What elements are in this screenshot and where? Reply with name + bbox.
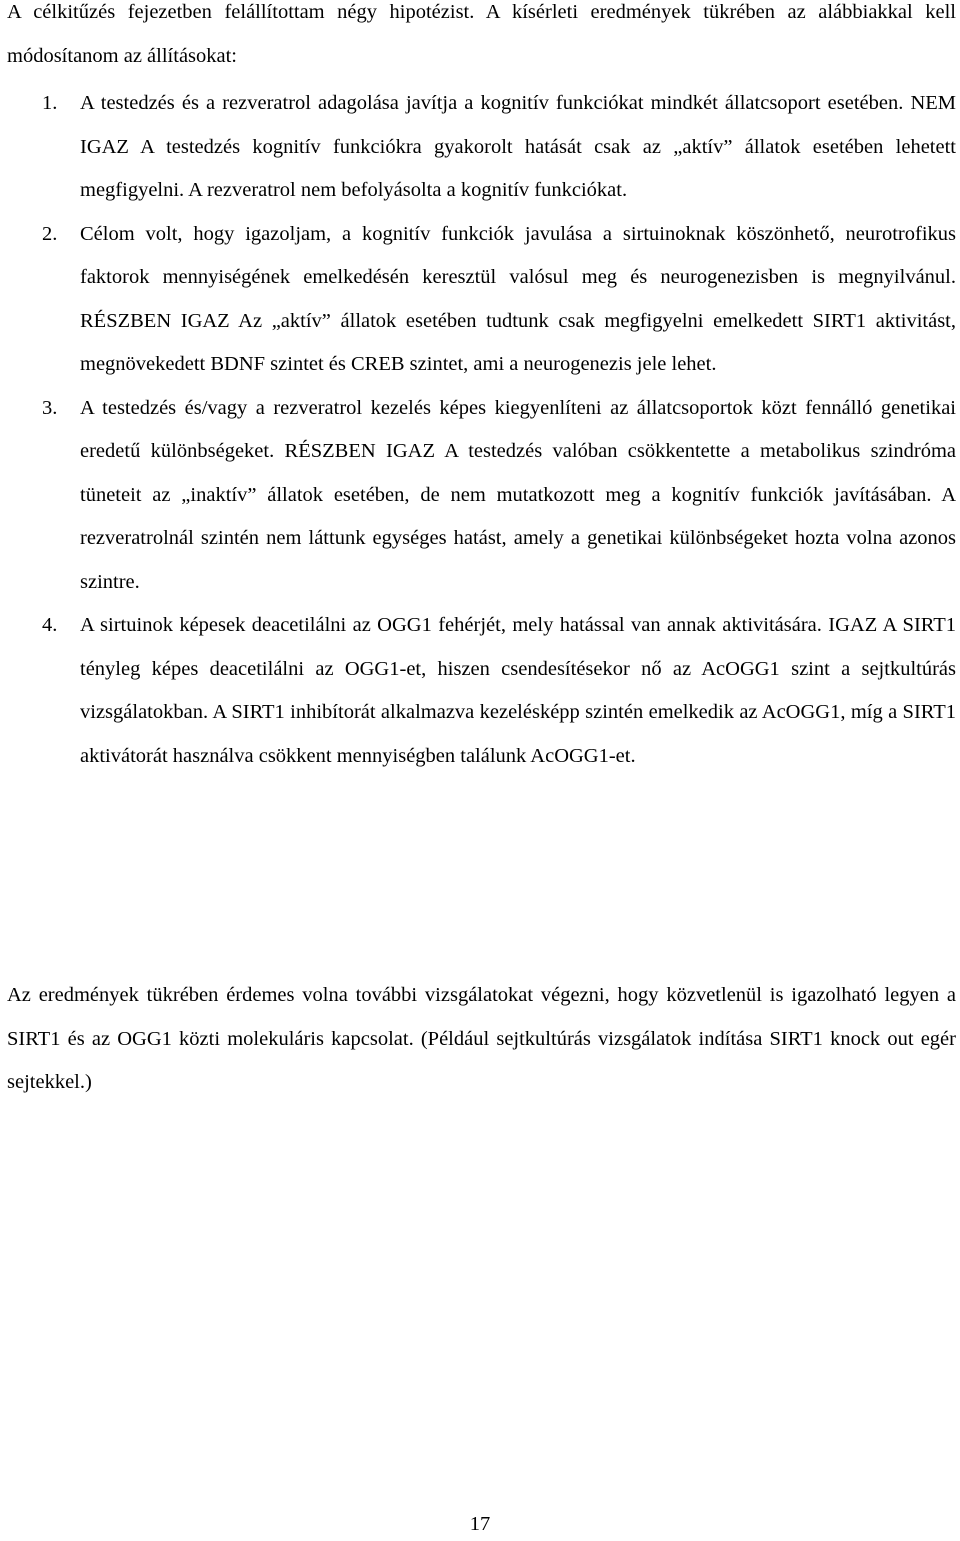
hypothesis-text: Célom volt, hogy igazoljam, a kognitív funkciók javulása a sirtuinoknak köszönhető, neurotrofikus faktorok mennyiségének emelkedésén keresztül valósul meg és neurogenezisben is megnyilvánul. RÉSZBEN IGAZ Az „aktív” állatok esetében tudtunk csak megfigyelni emelkedett SIRT1 aktivitást, megnövekedett BDNF szintet és CREB szintet, ami a neurogenezis jele lehet.	[80, 222, 956, 375]
hypothesis-item-1	[0, 82, 956, 213]
page-number: 17	[469, 1513, 491, 1535]
hypothesis-number: 3.	[42, 396, 58, 419]
hypothesis-text: A testedzés és/vagy a rezveratrol kezelés képes kiegyenlíteni az állatcsoportok közt fennálló genetikai eredetű különbségeket. RÉSZBEN IGAZ A testedzés valóban csökkentette a metabolikus szindróma tüneteit az „inaktív” állatok esetében, de nem mutatkozott meg a kognitív funkciók javításában. A rezveratrolnál szintén nem láttunk egységes hatást, amely a genetikai különbségeket hozta volna azonos szintre.	[80, 396, 956, 593]
hypothesis-number: 4.	[42, 614, 58, 636]
hypothesis-number: 2.	[42, 222, 58, 245]
hypothesis-text: A testedzés és a rezveratrol adagolása javítja a kognitív funkciókat mindkét állatcsoport esetében. NEM IGAZ A testedzés kognitív funkciókra gyakorolt hatását csak az „aktív” állatok esetében lehetett megfigyelni. A rezveratrol nem befolyásolta a kognitív funkciókat.	[80, 92, 956, 201]
hypothesis-item-3	[0, 387, 956, 605]
hypothesis-text: A sirtuinok képesek deacetilálni az OGG1 fehérjét, mely hatással van annak aktivitására. IGAZ A SIRT1 tényleg képes deacetilálni az OGG1-et, hiszen csendesítésekor nő az AcOGG1 szint a sejtkultúrás vizsgálatokban. A SIRT1 inhibítorát alkalmazva kezelésképp szintén emelkedik az AcOGG1, míg a SIRT1 aktivátorát használva csökkent mennyiségben találunk AcOGG1-et.	[80, 614, 956, 767]
hypothesis-list	[0, 82, 960, 778]
intro-paragraph: A célkitűzés fejezetben felállítottam négy hipotézist. A kísérleti eredmények tükrében az alábbiakkal kell módosítanom az állításokat:	[7, 1, 956, 67]
hypothesis-item-2	[0, 213, 956, 387]
conclusion-paragraph: Az eredmények tükrében érdemes volna további vizsgálatokat végezni, hogy közvetlenül is igazolható legyen a SIRT1 és az OGG1 közti molekuláris kapcsolat. (Például sejtkultúrás vizsgálatok indítása SIRT1 knock out egér sejtekkel.)	[7, 984, 956, 1093]
hypothesis-item-4	[0, 604, 956, 778]
hypothesis-number: 1.	[42, 92, 58, 114]
